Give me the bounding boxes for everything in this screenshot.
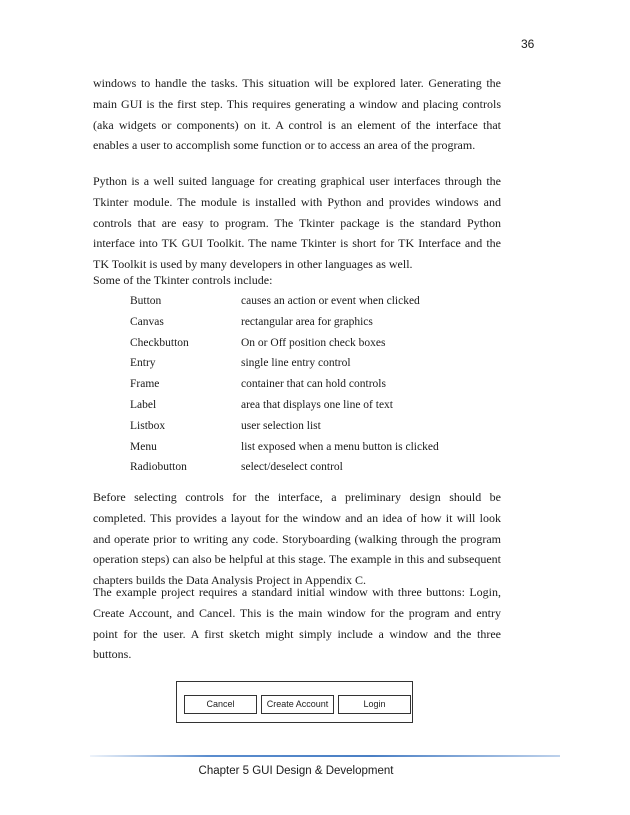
controls-intro: Some of the Tkinter controls include:: [93, 273, 273, 287]
control-description: user selection list: [241, 419, 321, 432]
control-name: Menu: [130, 440, 157, 453]
page-number: 36: [521, 37, 535, 51]
control-item: [130, 353, 439, 374]
control-description: rectangular area for graphics: [241, 315, 373, 328]
control-name: Button: [130, 295, 162, 307]
paragraph-design: Before selecting controls for the interface, a preliminary design should be completed. This provides a layout for the window and an idea of how it will look and operate prior to writing any code. Storyboarding (walking through the program operation steps) can also be helpful at this stage. The example in this and subsequent chapters builds the Data Analysis Project in Appendix C.: [93, 490, 501, 588]
control-item: [130, 416, 439, 437]
window-sketch: [176, 681, 413, 723]
paragraph-windows: windows to handle the tasks. This situation will be explored later. Generating the main GUI is the first step. This requires generating a window and placing controls (aka widgets or components) on it. A control is an element of the interface that enables a user to accomplish some function or to access an area of the program.: [93, 76, 501, 153]
control-name: Entry: [130, 357, 156, 370]
footer-rule: [90, 755, 560, 757]
create-account-button[interactable]: Create Account: [261, 695, 334, 714]
cancel-button[interactable]: Cancel: [184, 695, 257, 714]
control-item: [130, 374, 439, 395]
control-description: select/deselect control: [241, 461, 343, 474]
control-description: area that displays one line of text: [241, 398, 394, 411]
control-name: Label: [130, 398, 157, 411]
control-description: causes an action or event when clicked: [241, 295, 420, 307]
control-name: Frame: [130, 378, 160, 391]
control-item: [130, 457, 439, 478]
control-description: On or Off position check boxes: [241, 336, 386, 349]
paragraph-python: Python is a well suited language for creating graphical user interfaces through the Tkinter module. The module is installed with Python and provides windows and controls that are easy to program. The Tkinter package is the standard Python interface into TK GUI Toolkit. The name Tkinter is short for TK Interface and the TK Toolkit is used by many developers in other languages as well.: [93, 174, 501, 272]
control-description: container that can hold controls: [241, 378, 386, 391]
control-item: [130, 437, 439, 458]
controls-list: [130, 291, 439, 478]
control-description: single line entry control: [241, 357, 351, 370]
control-item: [130, 395, 439, 416]
control-item: [130, 333, 439, 354]
control-name: Checkbutton: [130, 336, 189, 349]
control-item: [130, 291, 439, 312]
footer-text: Chapter 5 GUI Design & Development: [198, 765, 394, 777]
chapter-footer: [0, 765, 630, 777]
control-item: [130, 312, 439, 333]
control-description: list exposed when a menu button is clicked: [241, 440, 439, 453]
control-name: Listbox: [130, 419, 166, 432]
control-name: Radiobutton: [130, 461, 187, 474]
paragraph-example: The example project requires a standard initial window with three buttons: Login, Create Account, and Cancel. This is the main window for the program and entry point for the user. A first sketch might simply include a window and the three buttons.: [93, 585, 501, 662]
control-name: Canvas: [130, 315, 164, 328]
login-button[interactable]: Login: [338, 695, 411, 714]
